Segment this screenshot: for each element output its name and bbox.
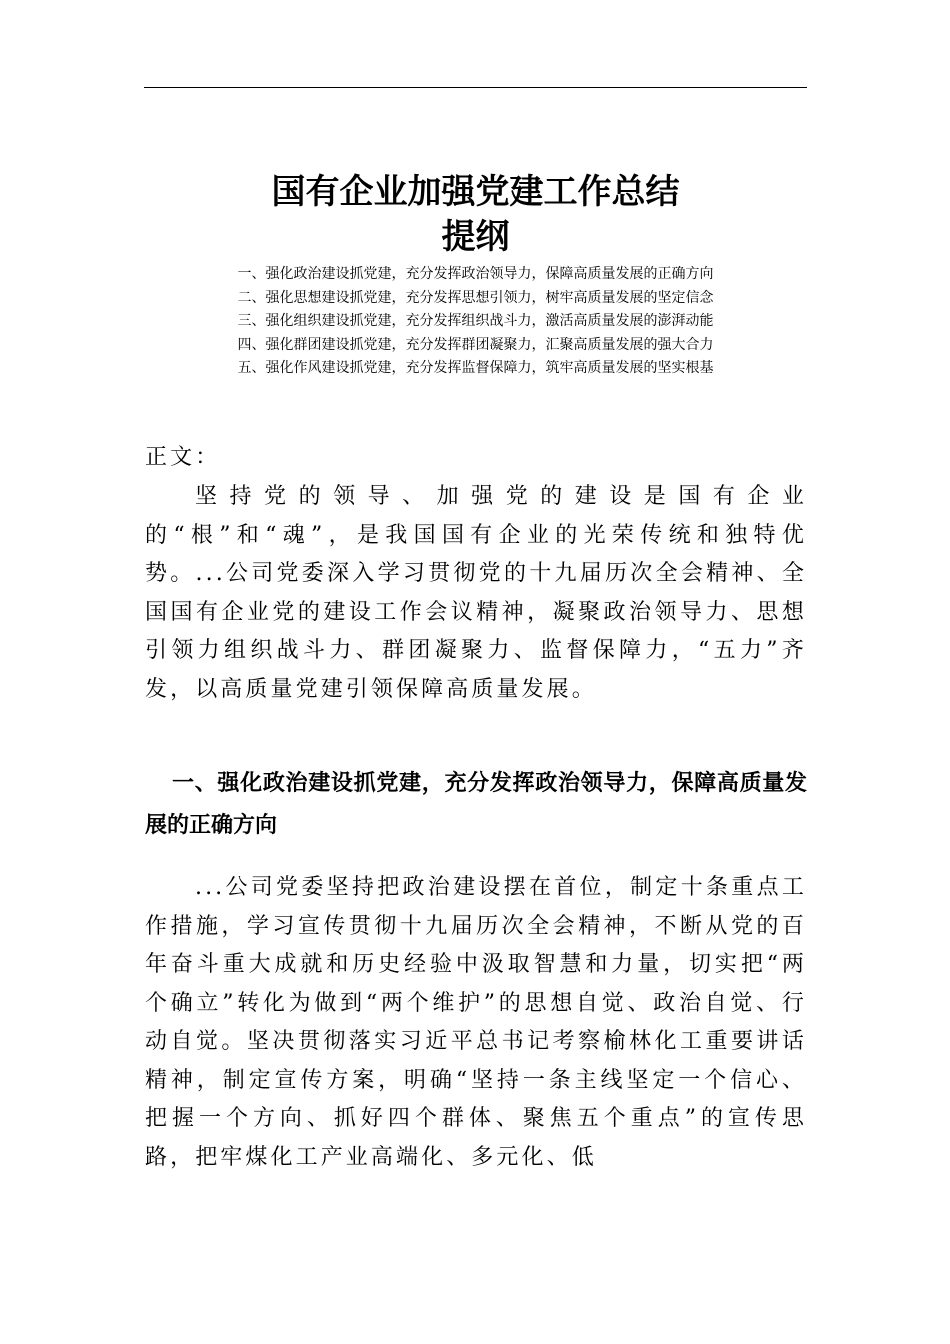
outline-item: 二、强化思想建设抓党建，充分发挥思想引领力，树牢高质量发展的坚定信念 xyxy=(237,289,714,306)
header-rule xyxy=(144,87,807,88)
outline-item: 三、强化组织建设抓党建，充分发挥组织战斗力，激活高质量发展的澎湃动能 xyxy=(237,313,714,329)
outline-item: 五、强化作风建设抓党建，充分发挥监督保障力，筑牢高质量发展的坚实根基 xyxy=(237,360,714,376)
outline-item: 四、强化群团建设抓党建，充分发挥群团凝聚力，汇聚高质量发展的强大合力 xyxy=(237,336,714,353)
section-paragraph: ...公司党委坚持把政治建设摆在首位，制定十条重点工作措施，学习宣传贯彻十九届历次全会精神，不断从党的百年奋斗重大成就和历史经验中汲取智慧和力量，切实把“两个确立”转化为做到“两个维护”的思想自觉、政治自觉、行动自觉。坚决贯彻落实习近平总书记考察榆林化工重要讲话精神，制定宣传方案，明确“坚持一条主线坚定一个信心、把握一个方向、抓好四个群体、聚焦五个重点”的宣传思路，把牢煤化工产业高端化、多元化、低 xyxy=(145,875,807,1170)
outline-item: 一、强化政治建设抓党建，充分发挥政治领导力，保障高质量发展的正确方向 xyxy=(237,266,714,282)
intro-paragraph: 坚持党的领导、加强党的建设是国有企业的“根”和“魂”，是我国国有企业的光荣传统和独特优势。...公司党委深入学习贯彻党的十九届历次全会精神、全国国有企业党的建设工作会议精神，凝聚政治领导力、思想引领力组织战斗力、群团凝聚力、监督保障力，“五力”齐发，以高质量党建引领保障高质量发展。 xyxy=(145,484,807,702)
body-label: 正文： xyxy=(145,445,221,470)
document-title: 国有企业加强党建工作总结 xyxy=(271,172,680,212)
section-heading: 一、强化政治建设抓党建，充分发挥政治领导力，保障高质量发展的正确方向 xyxy=(145,771,807,838)
outline-list xyxy=(144,263,807,381)
document-subtitle: 提纲 xyxy=(441,217,510,257)
